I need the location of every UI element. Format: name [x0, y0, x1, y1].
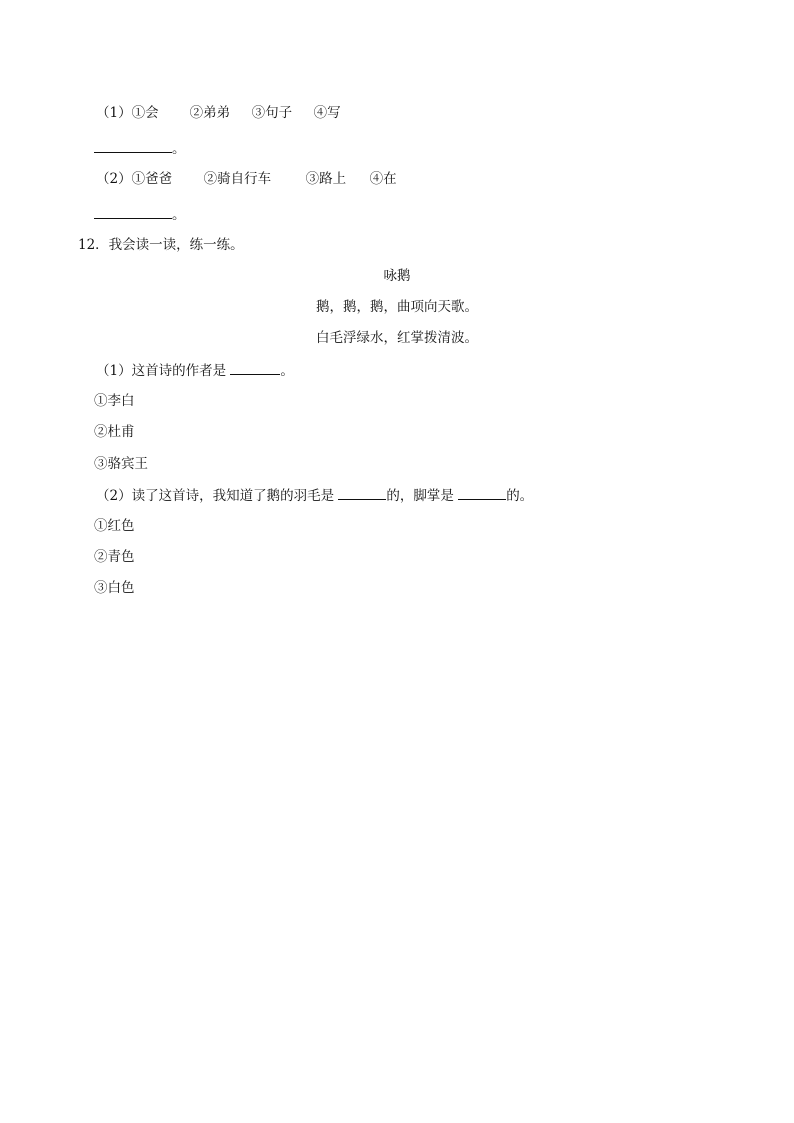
q11-part1-option-2: ②弟弟 — [189, 105, 231, 121]
q11-part2-answer-line — [94, 205, 186, 224]
q11-part2-options — [96, 170, 397, 188]
q12-part2-question — [96, 486, 533, 505]
q12-part1-prefix: （1）这首诗的作者是 — [96, 363, 231, 379]
q11-part1-option-4: ④写 — [313, 105, 341, 121]
q12-part1-question — [96, 361, 294, 380]
q12-part2-suffix: 的。 — [506, 488, 534, 504]
q11-part1-end: 。 — [172, 141, 186, 157]
q12-part2-option-1: ①红色 — [94, 518, 135, 534]
q12-part1-option-1: ①李白 — [94, 393, 135, 409]
q11-part1-options — [96, 104, 341, 122]
poem-title: 咏鹅 — [383, 268, 411, 284]
q12-heading: 12．我会读一读，练一练。 — [78, 237, 244, 253]
q12-part2-answer-blank-1[interactable] — [338, 486, 386, 500]
q11-part1-option-3: ③句子 — [251, 105, 293, 121]
q11-part2-option-4: ④在 — [369, 171, 397, 187]
q12-part2-prefix: （2）读了这首诗，我知道了鹅的羽毛是 — [96, 488, 339, 504]
q12-part1-suffix: 。 — [280, 363, 294, 379]
q12-part1-option-3: ③骆宾王 — [94, 456, 148, 472]
q11-part1-option-1: ①会 — [131, 105, 159, 121]
q12-part2-middle: 的，脚掌是 — [386, 488, 459, 504]
q11-part1-answer-blank[interactable] — [94, 139, 172, 153]
q11-part2-option-1: ①爸爸 — [131, 171, 173, 187]
q11-part2-answer-blank[interactable] — [94, 205, 172, 219]
q11-part2-option-3: ③路上 — [305, 171, 347, 187]
q12-part2-option-3: ③白色 — [94, 580, 135, 596]
q11-part2-label: （2） — [96, 171, 132, 187]
q11-part2-option-2: ②骑自行车 — [203, 171, 272, 187]
q12-part2-option-2: ②青色 — [94, 549, 135, 565]
q11-part2-end: 。 — [172, 207, 186, 223]
poem-line-2: 白毛浮绿水，红掌拨清波。 — [316, 330, 478, 346]
poem-line-1: 鹅，鹅，鹅，曲项向天歌。 — [316, 299, 478, 315]
q11-part1-label: （1） — [96, 105, 132, 121]
q12-part1-answer-blank[interactable] — [230, 361, 280, 375]
q12-part1-option-2: ②杜甫 — [94, 424, 135, 440]
q12-part2-answer-blank-2[interactable] — [458, 486, 506, 500]
q11-part1-answer-line — [94, 139, 186, 158]
